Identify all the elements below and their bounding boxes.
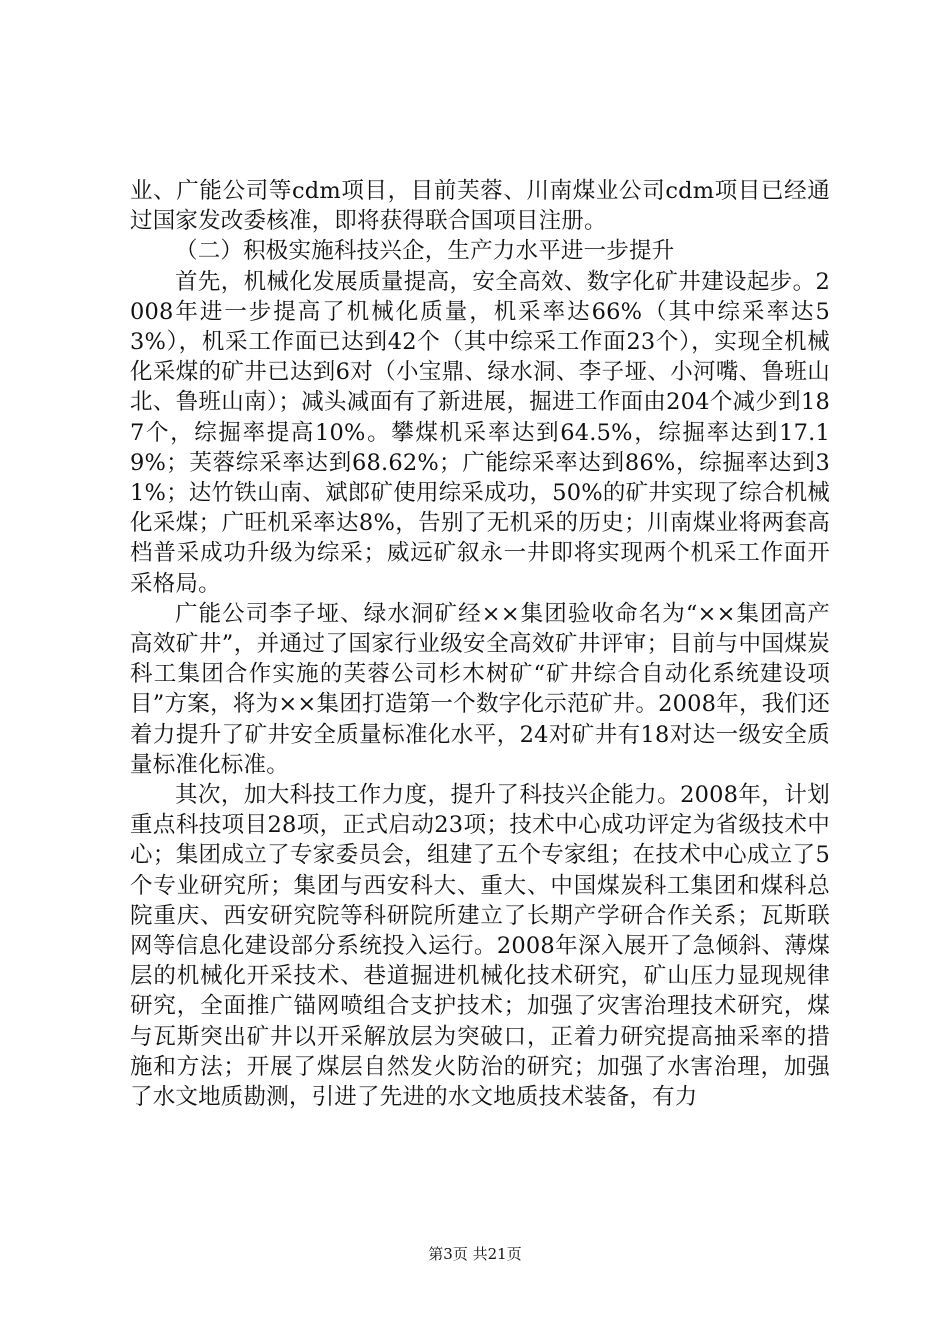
section-heading: （二）积极实施科技兴企，生产力水平进一步提升 bbox=[175, 238, 675, 265]
paragraph-high-yield-mines: 广能公司李子垭、绿水洞矿经××集团验收命名为“××集团高产高效矿井”，并通过了国家行业级安全高效矿井评审；目前与中国煤炭科工集团合作实施的芙蓉公司杉木树矿“矿井综合自动化系统建设项目”方案，将为××集团打造第一个数字化示范矿井。2008年，我们还着力提升了矿井安全质量标准化水平，24对矿井有18对达一级安全质量标准化标准。 bbox=[130, 600, 830, 778]
paragraph-continuation: 业、广能公司等cdm项目，目前芙蓉、川南煤业公司cdm项目已经通过国家发改委核准，即将获得联合国项目注册。 bbox=[130, 178, 830, 235]
page-number-footer: 第3页 共21页 bbox=[428, 1245, 522, 1263]
document-body bbox=[130, 176, 830, 1112]
paragraph-mechanization: 首先，机械化发展质量提高，安全高效、数字化矿井建设起步。2008年进一步提高了机械化质量，机采率达66%（其中综采率达53%），机采工作面已达到42个（其中综采工作面23个），实现全机械化采煤的矿井已达到6对（小宝鼎、绿水洞、李子垭、小河嘴、鲁班山北、鲁班山南）；减头减面有了新进展，掘进工作面由204个减少到187个，综掘率提高10%。攀煤机采率达到64.5%，综掘率达到17.19%；芙蓉综采率达到68.62%；广能综采率达到86%，综掘率达到31%；达竹铁山南、斌郎矿使用综采成功，50%的矿井实现了综合机械化采煤；广旺机采率达8%，告别了无机采的历史；川南煤业将两套高档普采成功升级为综采；威远矿叙永一井即将实现两个机采工作面开采格局。 bbox=[130, 268, 830, 597]
paragraph-technology: 其次，加大科技工作力度，提升了科技兴企能力。2008年，计划重点科技项目28项，正式启动23项；技术中心成功评定为省级技术中心；集团成立了专家委员会，组建了五个专家组；在技术中心成立了5个专业研究所；集团与西安科大、重大、中国煤炭科工集团和煤科总院重庆、西安研究院等科研院所建立了长期产学研合作关系；瓦斯联网等信息化建设部分系统投入运行。2008年深入展开了急倾斜、薄煤层的机械化开采技术、巷道掘进机械化技术研究，矿山压力显现规律研究，全面推广锚网喷组合支护技术；加强了灾害治理技术研究，煤与瓦斯突出矿井以开采解放层为突破口，正着力研究提高抽采率的措施和方法；开展了煤层自然发火防治的研究；加强了水害治理，加强了水文地质勘测，引进了先进的水文地质技术装备，有力 bbox=[130, 782, 830, 1111]
